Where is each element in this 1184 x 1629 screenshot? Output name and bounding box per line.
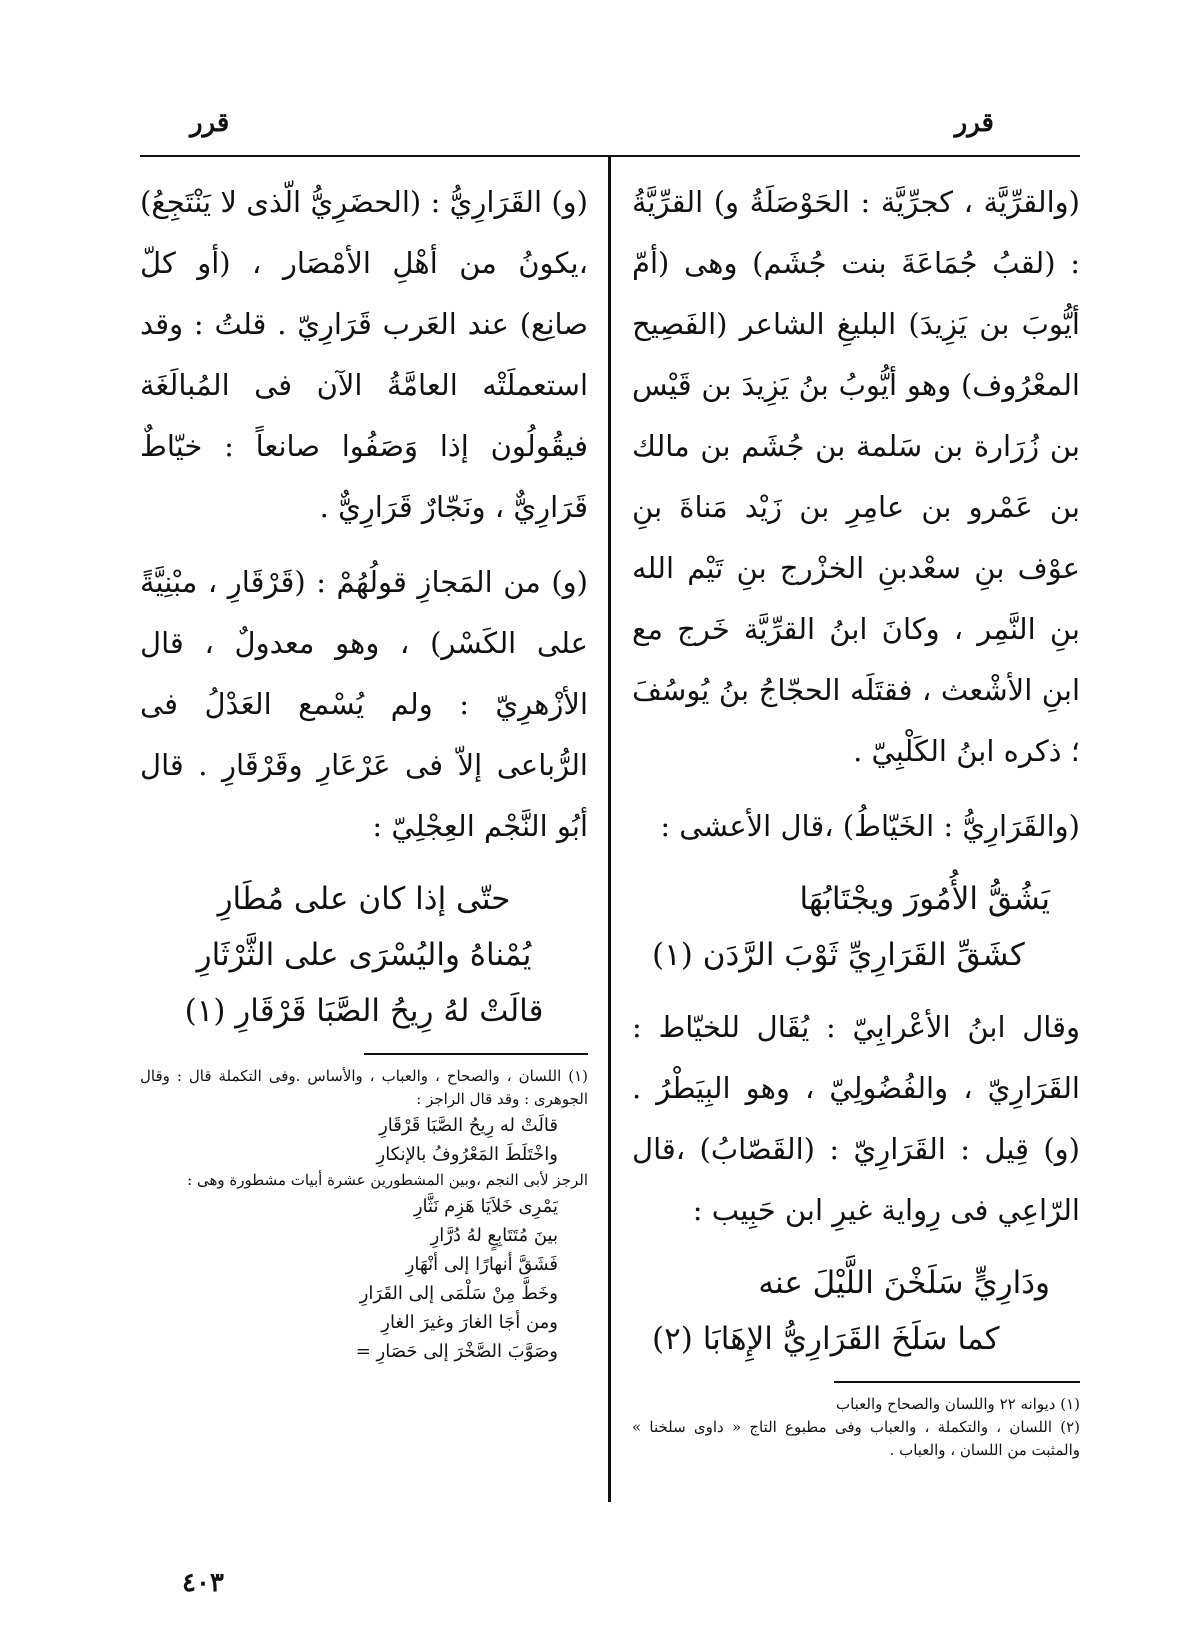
header-right-word: قرر xyxy=(954,108,994,138)
page-number: ٤٠٣ xyxy=(182,1568,224,1598)
verse-line: وخَطَّ مِنْ سَلْمَى إلى القَرَارِ xyxy=(359,1283,558,1304)
footnote: الرجز لأبى النجم ،وبين المشطورين عشرة أبيات مشطورة وهى : xyxy=(187,1171,588,1189)
poem-verse xyxy=(632,1255,1080,1367)
verse-line: يَمْرِى خَلاَيَا هَزِم نَثَّارِ xyxy=(413,1196,558,1217)
verse-line: فَشَقَّ أنهارًا إلى أنْهَارِ xyxy=(405,1254,558,1275)
footnote-rule xyxy=(834,1381,1080,1383)
verse-line: حتّى إذا كان على مُطَارِ xyxy=(217,881,511,917)
verse-line: ودَارِيٍّ سَلَخْنَ اللَّيْلَ عنه xyxy=(758,1265,1050,1301)
footnote: (١) ديوانه ٢٢ واللسان والصحاح والعباب xyxy=(835,1395,1080,1413)
entry-paragraph: (والقرِّيَّة ، كجرِّيَّة : الحَوْصَلَةُ و) القرِّيَّةُ : (لقبُ جُمَاعَةَ بنت جُشَم) وهى (أمّ أيُّوبَ بن يَزِيدَ) البليغِ الشاعر (الفَصِيح المعْرُوف) وهو أيُّوبُ بنُ يَزِيدَ بن قَيْس بن زُرَارة بن سَلمة بن جُشَم بن مالك بن عَمْرو بن عامِرِ بن زَيْد مَناةَ بنِ عوْف بنِ سعْدبنِ الخزْرج بنِ تَيْم الله بنِ النَّمِر ، وكانَ ابنُ القرِّيَّة خَرج مع ابنِ الأشْعث ، فقتَلَه الحجّاجُ بنُ يُوسُفَ ؛ ذكره ابنُ الكَلْبِيّ . xyxy=(632,185,1080,768)
verse-line: قالَتْ له رِيحُ الصَّبَا قَرْقَارِ xyxy=(379,1115,558,1136)
footnote-verse xyxy=(140,1192,588,1366)
right-column xyxy=(632,172,1080,1462)
verse-line: يَشُقُّ الأُمُورَ ويجْتَابُهَا xyxy=(799,881,1050,917)
entry-paragraph: وقال ابنُ الأعْرابِيّ : يُقَال للخيّاط : القَرَارِيّ ، والفُضُولِيّ ، وهو البِيَطْرُ . (و) قِيل : القَرَارِيّ : (القَصّابُ) ،قال الرّاعِي فى رِواية غيرِ ابن حَبِيب : xyxy=(632,1010,1080,1227)
verse-line: بينَ مُتَتَابِعٍ لهُ دُرَّارِ xyxy=(430,1225,558,1246)
verse-line: كشَقِّ القَرَارِيِّ ثَوْبَ الرَّدَن (١) xyxy=(652,937,1025,973)
verse-line: قالَتْ لهُ رِيحُ الصَّبَا قَرْقَارِ (١) xyxy=(184,993,544,1029)
verse-line: يُمْناهُ واليُسْرَى على الثَّرْثَارِ xyxy=(196,937,532,973)
verse-line: كما سَلَخَ القَرَارِيُّ الإِهَابَا (٢) xyxy=(652,1321,1000,1357)
footnote: (٢) اللسان ، والتكملة ، والعباب وفى مطبوع التاج « داوى سلخنا » والمثبت من اللسان ، والعباب . xyxy=(632,1418,1080,1459)
verse-line: واخْتَلَطَ المَعْرُوفُ بالإنكارِ xyxy=(376,1144,558,1165)
verse-line: وصَوَّبَ الصَّخْرَ إلى حَصَارِ = xyxy=(355,1341,558,1362)
header-left-word: قرر xyxy=(190,108,230,138)
left-column xyxy=(140,172,588,1366)
verse-line: ومن أجَا الغارَ وغيرَ الغارِ xyxy=(381,1312,558,1333)
entry-paragraph: (و) القَرَارِيُّ : (الحضَرِيُّ الّذى لا يَنْتَجِعُ) ،يكونُ من أهْلِ الأمْصَار ، (أو كلّ صانِع) عند العَرب قَرَارِيّ . قلتُ : وقد استعملَتْه العامَّةُ الآن فى المُبالَغَة فيقُولُون إذا وَصَفُوا صانعاً : خيّاطٌ قَرَارِيٌّ ، ونَجّارٌ قَرَارِيٌّ . xyxy=(140,185,588,524)
column-divider xyxy=(608,157,611,1502)
entry-paragraph: (و) من المَجازِ قولُهُمْ : (قَرْقَارِ ، مبْنِيَّةً على الكَسْر) ، وهو معدولٌ ، قال الأزْهرِيّ : ولم يُسْمع العَدْلُ فى الرُّباعى إلاّ فى عَرْعَارِ وقَرْقَارِ . قال أبُو النَّجْم العِجْلِيّ : xyxy=(140,565,588,843)
entry-paragraph: (والقَرَارِيُّ : الخَيّاطُ) ،قال الأعشى : xyxy=(660,809,1080,843)
footnote-rule xyxy=(364,1053,588,1055)
footnote: (١) اللسان ، والصحاح ، والعباب ، والأساس .وفى التكملة قال : وقال الجوهرى : وقد قال الراجز : xyxy=(140,1067,588,1108)
poem-verse xyxy=(632,871,1080,983)
poem-verse xyxy=(140,871,588,1039)
footnote-verse xyxy=(140,1111,588,1169)
